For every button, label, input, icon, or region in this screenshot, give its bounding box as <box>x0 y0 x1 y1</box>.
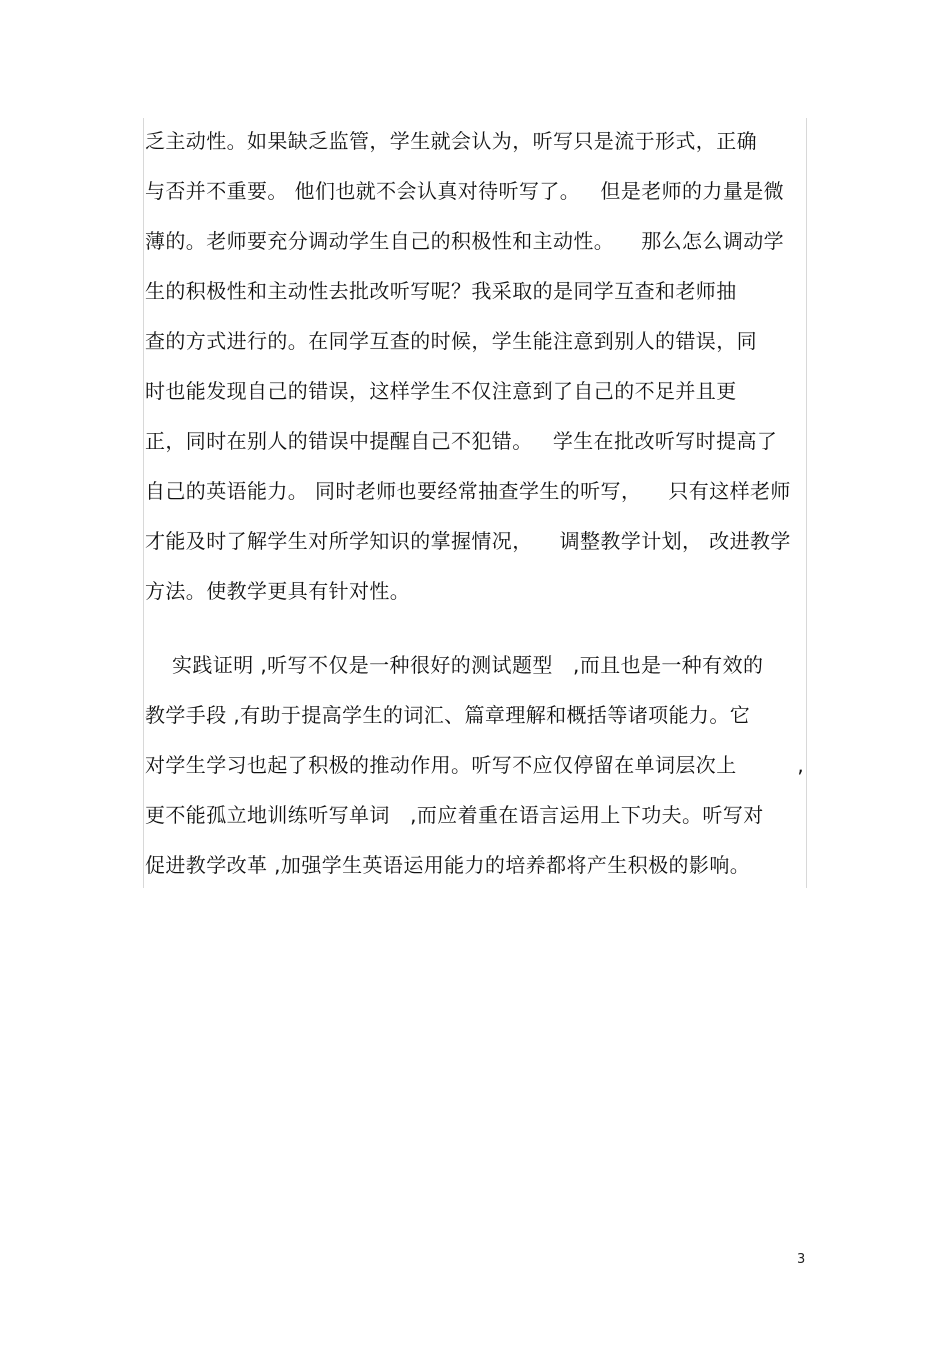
text-frame-left-border <box>143 118 144 888</box>
body-text-line: 查的方式进行的。在同学互查的时候，学生能注意到别人的错误，同 <box>145 329 757 353</box>
body-text-line: 生的积极性和主动性去批改听写呢？我采取的是同学互查和老师抽 <box>145 279 737 303</box>
body-text-line: 实践证明 ,听写不仅是一种很好的测试题型 ,而且也是一种有效的 <box>145 653 764 677</box>
body-text-line: 与否并不重要。 他们也就不会认真对待听写了。 但是老师的力量是微 <box>145 179 785 203</box>
body-text-line: 方法。使教学更具有针对性。 <box>145 579 411 603</box>
text-frame-right-border <box>806 118 807 888</box>
body-text-line: 对学生学习也起了积极的推动作用。听写不应仅停留在单词层次上 , <box>145 753 805 777</box>
body-text-line: 促进教学改革 ,加强学生英语运用能力的培养都将产生积极的影响。 <box>145 853 751 877</box>
body-text-line: 才能及时了解学生对所学知识的掌握情况， 调整教学计划， 改进教学 <box>145 529 791 553</box>
body-text-line: 更不能孤立地训练听写单词 ,而应着重在语言运用上下功夫。听写对 <box>145 803 764 827</box>
body-text-line: 自己的英语能力。 同时老师也要经常抽查学生的听写， 只有这样老师 <box>145 479 791 503</box>
body-text-line: 教学手段 ,有助于提高学生的词汇、篇章理解和概括等诸项能力。它 <box>145 703 751 727</box>
body-text-line: 时也能发现自己的错误，这样学生不仅注意到了自己的不足并且更 <box>145 379 737 403</box>
body-text-line: 薄的。老师要充分调动学生自己的积极性和主动性。 那么怎么调动学 <box>145 229 785 253</box>
body-text-line: 正，同时在别人的错误中提醒自己不犯错。 学生在批改听写时提高了 <box>145 429 778 453</box>
page-number: 3 <box>797 1252 806 1267</box>
body-text-line: 乏主动性。如果缺乏监管，学生就会认为，听写只是流于形式，正确 <box>145 129 757 153</box>
